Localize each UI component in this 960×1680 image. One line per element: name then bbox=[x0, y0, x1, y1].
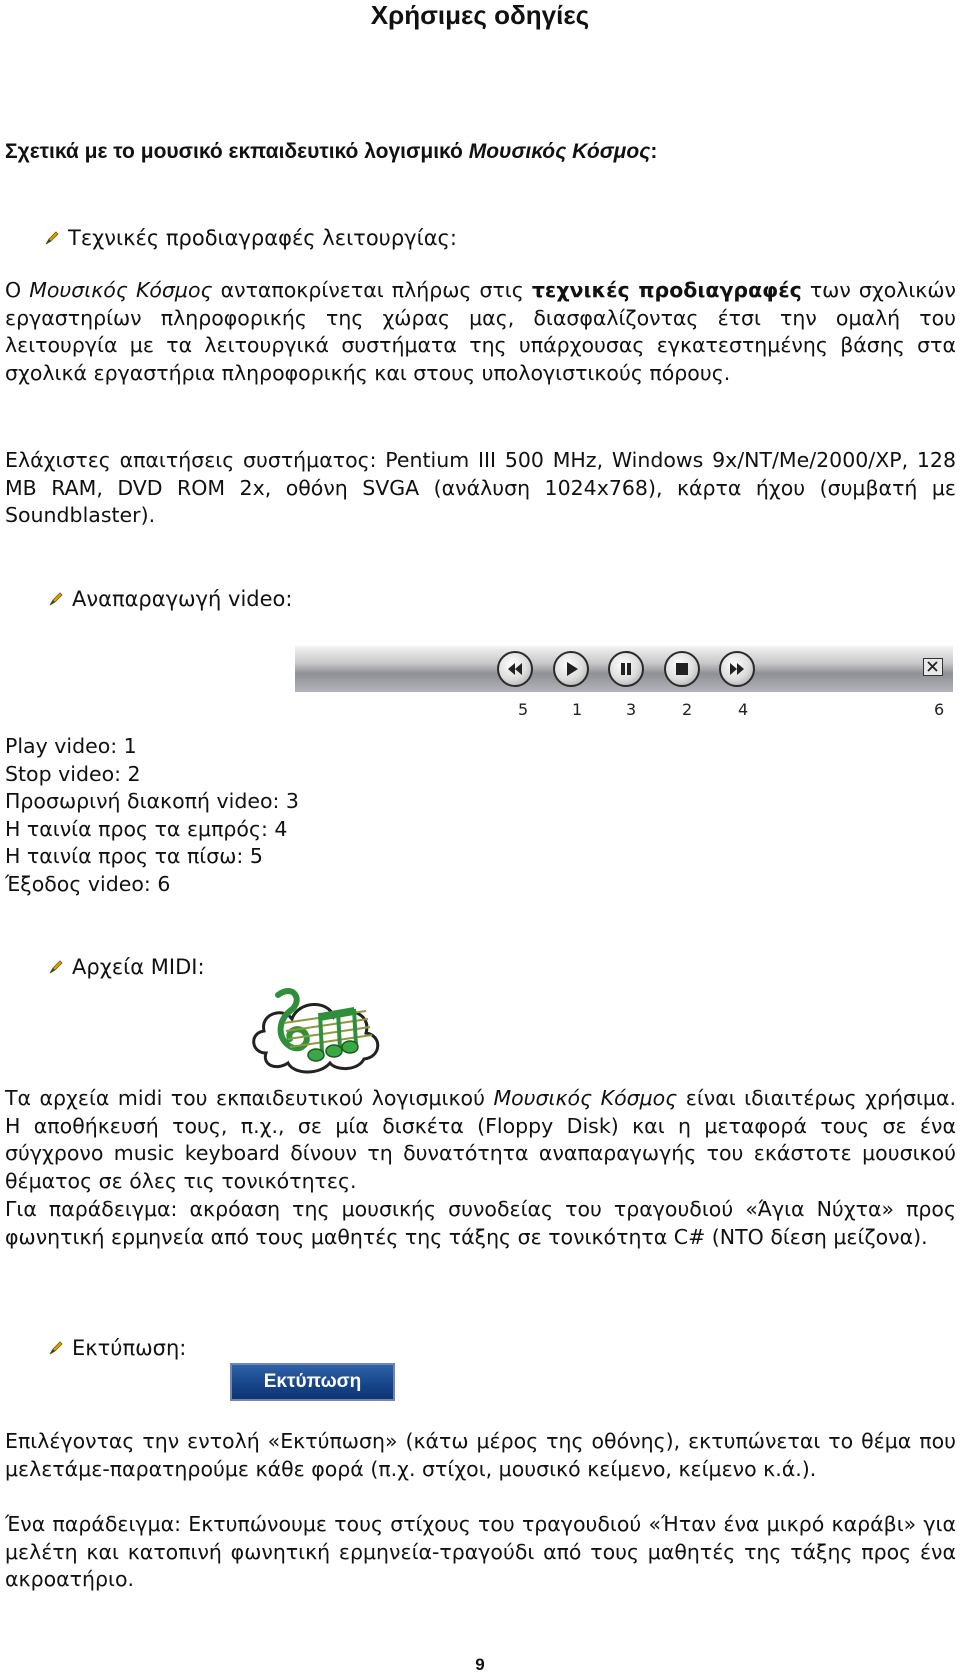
midi-p1-end: είναι ιδιαιτέρως χρήσιμα. Η αποθήκευσή τους, π.χ., σε μία δισκέτα (Floppy Disk) και η μεταφορά τους σε ένα σύγχρονο music keyboard δίνουν τη δυνατότητα αναπαραγωγής του εκάστοτε μουσικού θέματος σε όλες τις τονικότητες. bbox=[5, 1086, 956, 1193]
print-heading bbox=[48, 1336, 186, 1360]
page-number: 9 bbox=[475, 1655, 485, 1674]
video-heading-text: Αναπαραγωγή video: bbox=[72, 587, 293, 611]
legend-item: Play video: 1 bbox=[5, 734, 137, 758]
section-title-text: Σχετικά με το μουσικό εκπαιδευτικό λογισμικό bbox=[5, 140, 469, 163]
midi-p1-software-name: Μουσικός Κόσμος bbox=[493, 1086, 678, 1110]
midi-cloud-icon bbox=[246, 983, 386, 1077]
print-button[interactable]: Εκτύπωση bbox=[230, 1363, 395, 1401]
specs-p1-mid: ανταποκρίνεται πλήρως στις bbox=[212, 278, 532, 302]
specs-p1-software-name: Μουσικός Κόσμος bbox=[29, 278, 213, 302]
midi-paragraph-1 bbox=[5, 1085, 956, 1195]
section-title-software-name: Μουσικός Κόσμος bbox=[468, 140, 651, 163]
midi-p1-start: Τα αρχεία midi του εκπαιδευτικού λογισμικού bbox=[5, 1086, 494, 1110]
bullet-pencil-icon bbox=[48, 959, 64, 975]
bullet-pencil-icon bbox=[44, 230, 60, 246]
close-icon bbox=[924, 659, 941, 674]
midi-heading-text: Αρχεία MIDI: bbox=[72, 955, 205, 979]
pause-icon bbox=[610, 653, 642, 685]
specs-p1-start: Ο bbox=[5, 278, 30, 302]
rewind-button[interactable] bbox=[497, 651, 533, 687]
page-title: Χρήσιμες οδηγίες bbox=[370, 0, 590, 30]
video-legend bbox=[5, 733, 299, 899]
play-button[interactable] bbox=[553, 651, 589, 687]
pause-button[interactable] bbox=[608, 651, 644, 687]
specs-paragraph-2: Ελάχιστες απαιτήσεις συστήματος: Pentium III 500 MHz, Windows 9x/NT/Me/2000/XP, 128 MB RAM, DVD ROM 2x, οθόνη SVGA (ανάλυση 1024x768), κάρτα ήχου (συμβατή με Soundblaster). bbox=[5, 448, 956, 528]
stop-icon bbox=[666, 653, 698, 685]
fast-forward-icon bbox=[721, 653, 753, 685]
stop-button[interactable] bbox=[664, 651, 700, 687]
print-heading-text: Εκτύπωση: bbox=[72, 1336, 187, 1360]
fast-forward-number-label: 4 bbox=[738, 700, 749, 719]
section-title-colon: : bbox=[650, 140, 658, 163]
specs-paragraph-1 bbox=[5, 277, 956, 387]
section-title bbox=[5, 140, 657, 164]
video-heading bbox=[48, 587, 292, 611]
legend-item: Έξοδος video: 6 bbox=[5, 871, 171, 896]
print-paragraph-2: Ένα παράδειγμα: Εκτυπώνουμε τους στίχους του τραγουδιού «Ήταν ένα μικρό καράβι» για μελέτη και κατοπινή φωνητική ερμηνεία-τραγούδι από τους μαθητές της τάξης προς ένα ακροατήριο. bbox=[5, 1512, 956, 1592]
rewind-number-label: 5 bbox=[518, 700, 529, 719]
fast-forward-button[interactable] bbox=[719, 651, 755, 687]
specs-heading bbox=[44, 226, 457, 250]
exit-number-label: 6 bbox=[934, 700, 945, 719]
play-icon bbox=[555, 653, 587, 685]
bullet-pencil-icon bbox=[48, 591, 64, 607]
specs-heading-text: Τεχνικές προδιαγραφές λειτουργίας: bbox=[68, 226, 457, 250]
specs-p1-end: των σχολικών εργαστηρίων πληροφορικής της χώρας μας, διασφαλίζοντας έτσι την ομαλή του λειτουργία με τα λειτουργικά συστήματα της υπάρχουσας εγκατεστημένης βάσης στα σχολικά εργαστήρια πληροφορικής και στους υπολογιστικούς πόρους. bbox=[5, 278, 957, 385]
exit-video-button[interactable] bbox=[923, 658, 943, 676]
print-paragraph-1: Επιλέγοντας την εντολή «Εκτύπωση» (κάτω μέρος της οθόνης), εκτυπώνεται το θέμα που μελετάμε-παρατηρούμε κάθε φορά (π.χ. στίχοι, μουσικό κείμενο, κείμενο κ.ά.). bbox=[5, 1429, 956, 1481]
stop-number-label: 2 bbox=[682, 700, 693, 719]
video-player-bar bbox=[295, 646, 953, 692]
bullet-pencil-icon bbox=[48, 1340, 64, 1356]
legend-item: Stop video: 2 bbox=[5, 761, 141, 786]
rewind-icon bbox=[499, 653, 531, 685]
midi-paragraph-2: Για παράδειγμα: ακρόαση της μουσικής συνοδείας του τραγουδιού «Άγια Νύχτα» προς φωνητική ερμηνεία από τους μαθητές της τάξης σε τονικότητα C# (ΝΤΟ δίεση μείζονα). bbox=[5, 1197, 956, 1249]
midi-heading bbox=[48, 955, 205, 979]
specs-p1-bold: τεχνικές προδιαγραφές bbox=[531, 278, 802, 302]
pause-number-label: 3 bbox=[626, 700, 637, 719]
legend-item: Η ταινία προς τα πίσω: 5 bbox=[5, 844, 263, 869]
play-number-label: 1 bbox=[572, 700, 583, 719]
legend-item: Προσωρινή διακοπή video: 3 bbox=[5, 789, 299, 814]
legend-item: Η ταινία προς τα εμπρός: 4 bbox=[5, 816, 288, 841]
